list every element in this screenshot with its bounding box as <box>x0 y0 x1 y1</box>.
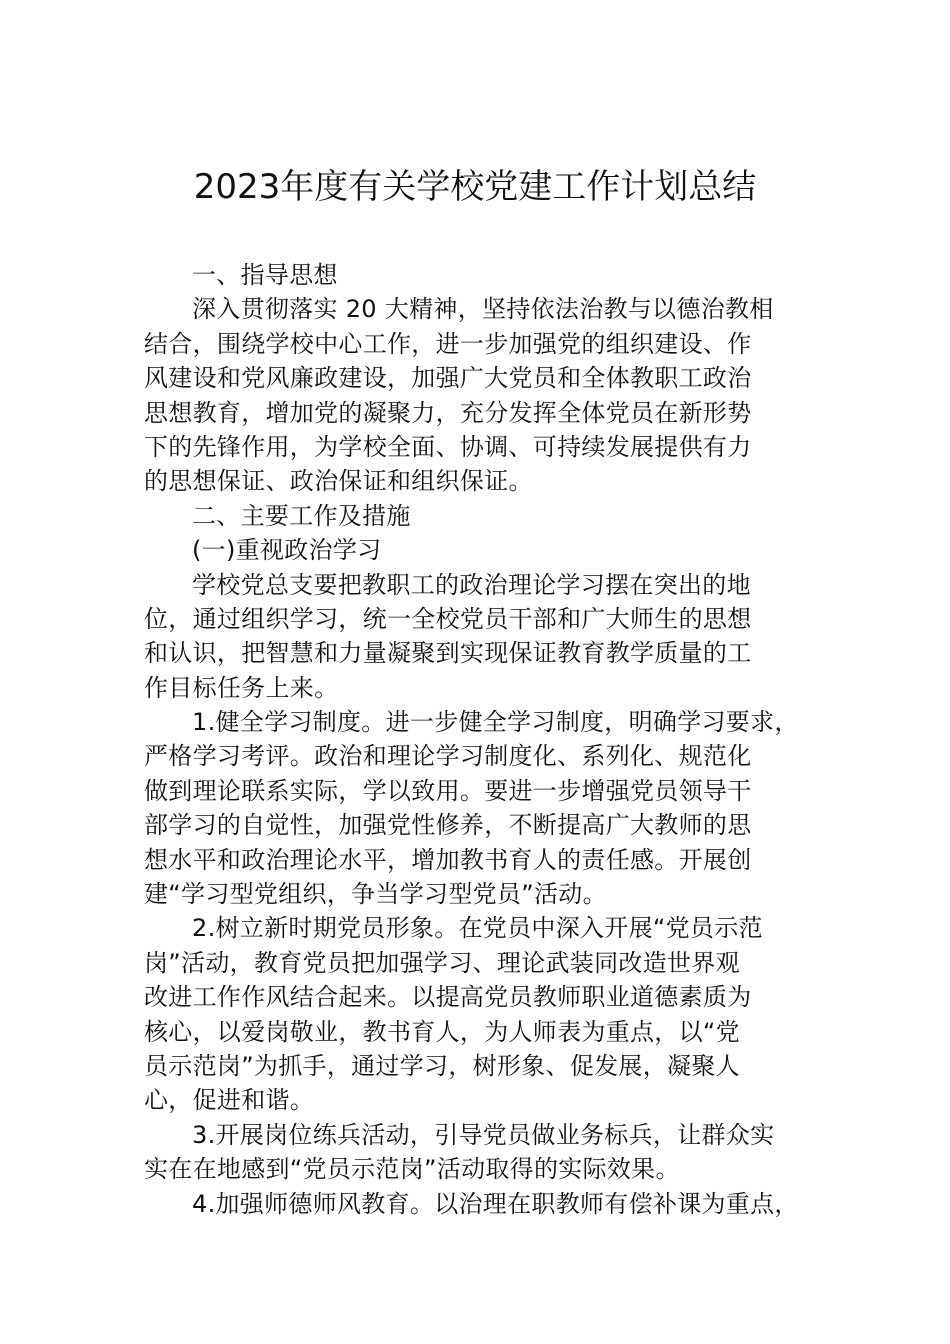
text-line: 和认识，把智慧和力量凝聚到实现保证教育教学质量的工 <box>144 639 752 668</box>
text-line: 风建设和党风廉政建设，加强广大党员和全体教职工政治 <box>144 364 752 393</box>
text-line: 岗”活动，教育党员把加强学习、理论武装同改造世界观 <box>144 948 740 977</box>
text-line: 下的先锋作用，为学校全面、协调、可持续发展提供有力 <box>144 432 752 461</box>
text-line: 严格学习考评。政治和理论学习制度化、系列化、规范化 <box>144 742 752 771</box>
text-line: 1.健全学习制度。进一步健全学习制度，明确学习要求， <box>192 708 799 737</box>
text-line: 核心，以爱岗敬业，教书育人，为人师表为重点，以“党 <box>144 1017 740 1046</box>
text-line: 位，通过组织学习，统一全校党员干部和广大师生的思想 <box>144 604 752 633</box>
text-line: 想水平和政治理论水平，增加教书育人的责任感。开展创 <box>144 845 752 874</box>
text-line: 一、指导思想 <box>192 261 338 289</box>
text-line: 做到理论联系实际，学以致用。要进一步增强党员领导干 <box>144 776 752 805</box>
text-line: 员示范岗”为抓手，通过学习，树形象、促发展，凝聚人 <box>144 1051 740 1080</box>
text-line: (一)重视政治学习 <box>192 536 382 565</box>
text-line: 学校党总支要把教职工的政治理论学习摆在突出的地 <box>192 570 751 599</box>
text-line: 作目标任务上来。 <box>144 673 339 702</box>
text-line: 思想教育，增加党的凝聚力，充分发挥全体党员在新形势 <box>144 398 752 427</box>
document-title: 2023年度有关学校党建工作计划总结 <box>193 167 757 207</box>
text-line: 二、主要工作及措施 <box>192 501 411 530</box>
text-line: 4.加强师德师风教育。以治理在职教师有偿补课为重点， <box>192 1189 799 1218</box>
text-line: 结合，围绕学校中心工作，进一步加强党的组织建设、作 <box>144 329 752 358</box>
text-line: 2.树立新时期党员形象。在党员中深入开展“党员示范 <box>192 914 763 943</box>
text-line: 心，促进和谐。 <box>144 1086 315 1115</box>
document-body <box>144 258 834 1221</box>
text-line: 深入贯彻落实 20 大精神，坚持依法治教与以德治教相 <box>192 295 774 324</box>
text-line: 3.开展岗位练兵活动，引导党员做业务标兵，让群众实 <box>192 1120 775 1149</box>
text-line: 的思想保证、政治保证和组织保证。 <box>144 467 533 496</box>
text-line: 实在在地感到“党员示范岗”活动取得的实际效果。 <box>144 1155 680 1184</box>
text-line: 部学习的自觉性，加强党性修养，不断提高广大教师的思 <box>144 811 752 840</box>
text-line: 改进工作作风结合起来。以提高党员教师职业道德素质为 <box>144 983 752 1012</box>
text-line: 建“学习型党组织，争当学习型党员”活动。 <box>144 880 607 909</box>
